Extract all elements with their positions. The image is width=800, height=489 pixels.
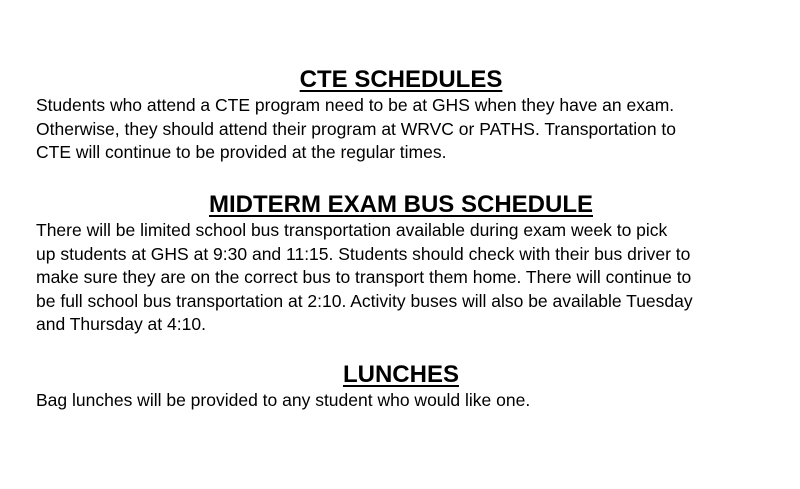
cte-schedules-heading: CTE SCHEDULES xyxy=(299,66,503,93)
paragraph-line: Otherwise, they should attend their program at WRVC or PATHS. Transportation to xyxy=(36,118,677,139)
bus-schedule-paragraph xyxy=(36,219,766,337)
cte-schedules-section xyxy=(36,66,766,165)
paragraph-line: CTE will continue to be provided at the regular times. xyxy=(36,142,447,162)
cte-schedules-paragraph xyxy=(36,94,766,165)
paragraph-line: be full school bus transportation at 2:10. Activity buses will also be available Tuesday xyxy=(36,290,693,311)
paragraph-line: There will be limited school bus transportation available during exam week to pick xyxy=(36,220,668,240)
paragraph-line: up students at GHS at 9:30 and 11:15. Students should check with their bus driver to xyxy=(36,243,691,264)
paragraph-line: and Thursday at 4:10. xyxy=(36,314,206,334)
lunches-paragraph xyxy=(36,389,766,413)
bus-schedule-heading: MIDTERM EXAM BUS SCHEDULE xyxy=(208,191,593,218)
bus-schedule-section xyxy=(36,191,766,337)
paragraph-line: Students who attend a CTE program need to be at GHS when they have an exam. xyxy=(36,95,675,115)
lunches-heading: LUNCHES xyxy=(342,361,459,388)
lunches-section xyxy=(36,361,766,413)
paragraph-line: make sure they are on the correct bus to transport them home. There will continue to xyxy=(36,267,692,287)
paragraph-line: Bag lunches will be provided to any student who would like one. xyxy=(36,390,531,410)
